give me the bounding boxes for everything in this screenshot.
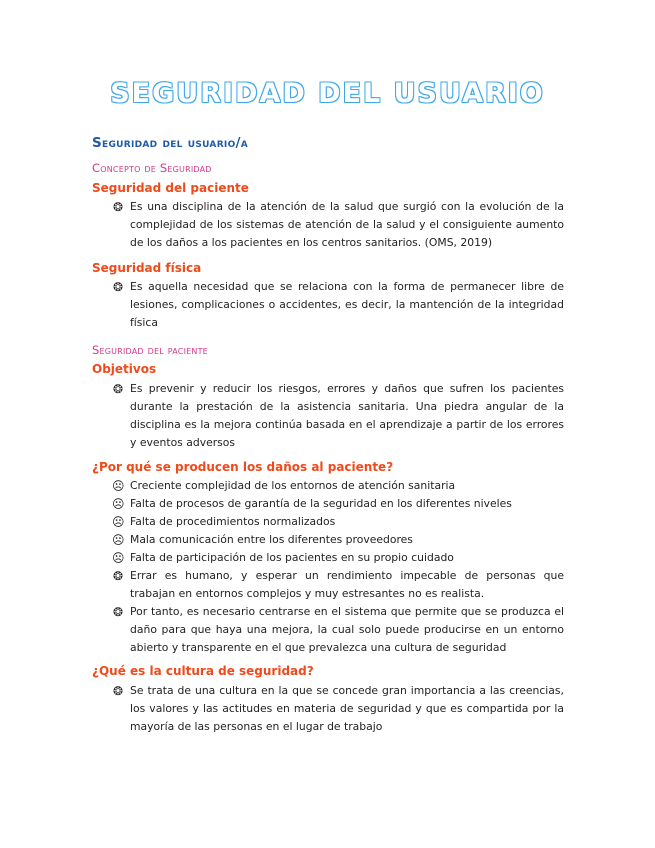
page-title: SEGURIDAD DEL USUARIO bbox=[110, 78, 545, 109]
sad-face-icon: ☹ bbox=[112, 479, 125, 493]
section-title: Seguridad del usuario/a bbox=[92, 135, 249, 151]
paragraph: Es prevenir y reducir los riesgos, errores y daños que sufren los pacientes durante la prestación de la asistencia sanitaria. Una piedra angular de la disciplina es la mejora continúa basada en el aprendizaje a partir de los errores y eventos adversos bbox=[130, 382, 564, 449]
list-item-text: Falta de participación de los pacientes en su propio cuidado bbox=[130, 551, 454, 564]
seguridad-fisica-heading: Seguridad física bbox=[92, 261, 202, 275]
bullet-icon: ❂ bbox=[112, 280, 124, 294]
sad-face-icon: ☹ bbox=[112, 515, 125, 529]
paragraph: Se trata de una cultura en la que se concede gran importancia a las creencias, los valores y las actitudes en materia de seguridad y que es compartida por la mayoría de las personas en el lugar de trabajo bbox=[130, 684, 564, 733]
sad-face-icon: ☹ bbox=[112, 497, 125, 511]
paragraph: Es aquella necesidad que se relaciona con la forma de permanecer libre de lesiones, complicaciones o accidentes, es decir, la mantención de la integridad física bbox=[130, 280, 564, 329]
bullet-icon: ❂ bbox=[112, 200, 124, 214]
bullet-icon: ❂ bbox=[112, 569, 124, 583]
bullet-icon: ❂ bbox=[112, 382, 124, 396]
paragraph: Es una disciplina de la atención de la salud que surgió con la evolución de la complejidad de los sistemas de atención de la salud y el consiguiente aumento de los daños a los pacientes en los centros sanitarios. (OMS, 2019) bbox=[130, 200, 564, 249]
list-item-text: Falta de procesos de garantía de la seguridad en los diferentes niveles bbox=[130, 497, 512, 510]
seguridad-paciente-heading: Seguridad del paciente bbox=[92, 181, 249, 195]
bullet-icon: ❂ bbox=[112, 684, 124, 698]
list-item-text: Creciente complejidad de los entornos de atención sanitaria bbox=[130, 479, 456, 492]
list-item-text: Mala comunicación entre los diferentes proveedores bbox=[130, 533, 413, 546]
danos-heading: ¿Por qué se producen los daños al paciente? bbox=[92, 460, 394, 474]
objetivos-heading: Objetivos bbox=[92, 362, 157, 376]
concept-heading: Concepto de Seguridad bbox=[92, 161, 212, 175]
cultura-heading: ¿Qué es la cultura de seguridad? bbox=[92, 664, 314, 678]
list-item-text: Errar es humano, y esperar un rendimiento impecable de personas que trabajan en entornos complejos y muy estresantes no es realista. bbox=[130, 569, 564, 600]
patient-safety-heading: Seguridad del paciente bbox=[92, 343, 208, 357]
sad-face-icon: ☹ bbox=[112, 533, 125, 547]
list-item-text: Por tanto, es necesario centrarse en el sistema que permite que se produzca el daño para que haya una mejora, la cual solo puede producirse en un entorno abierto y transparente en el que prevalezca una cultura de seguridad bbox=[130, 605, 564, 654]
sad-face-icon: ☹ bbox=[112, 551, 125, 565]
bullet-icon: ❂ bbox=[112, 605, 124, 619]
list-item-text: Falta de procedimientos normalizados bbox=[130, 515, 336, 528]
